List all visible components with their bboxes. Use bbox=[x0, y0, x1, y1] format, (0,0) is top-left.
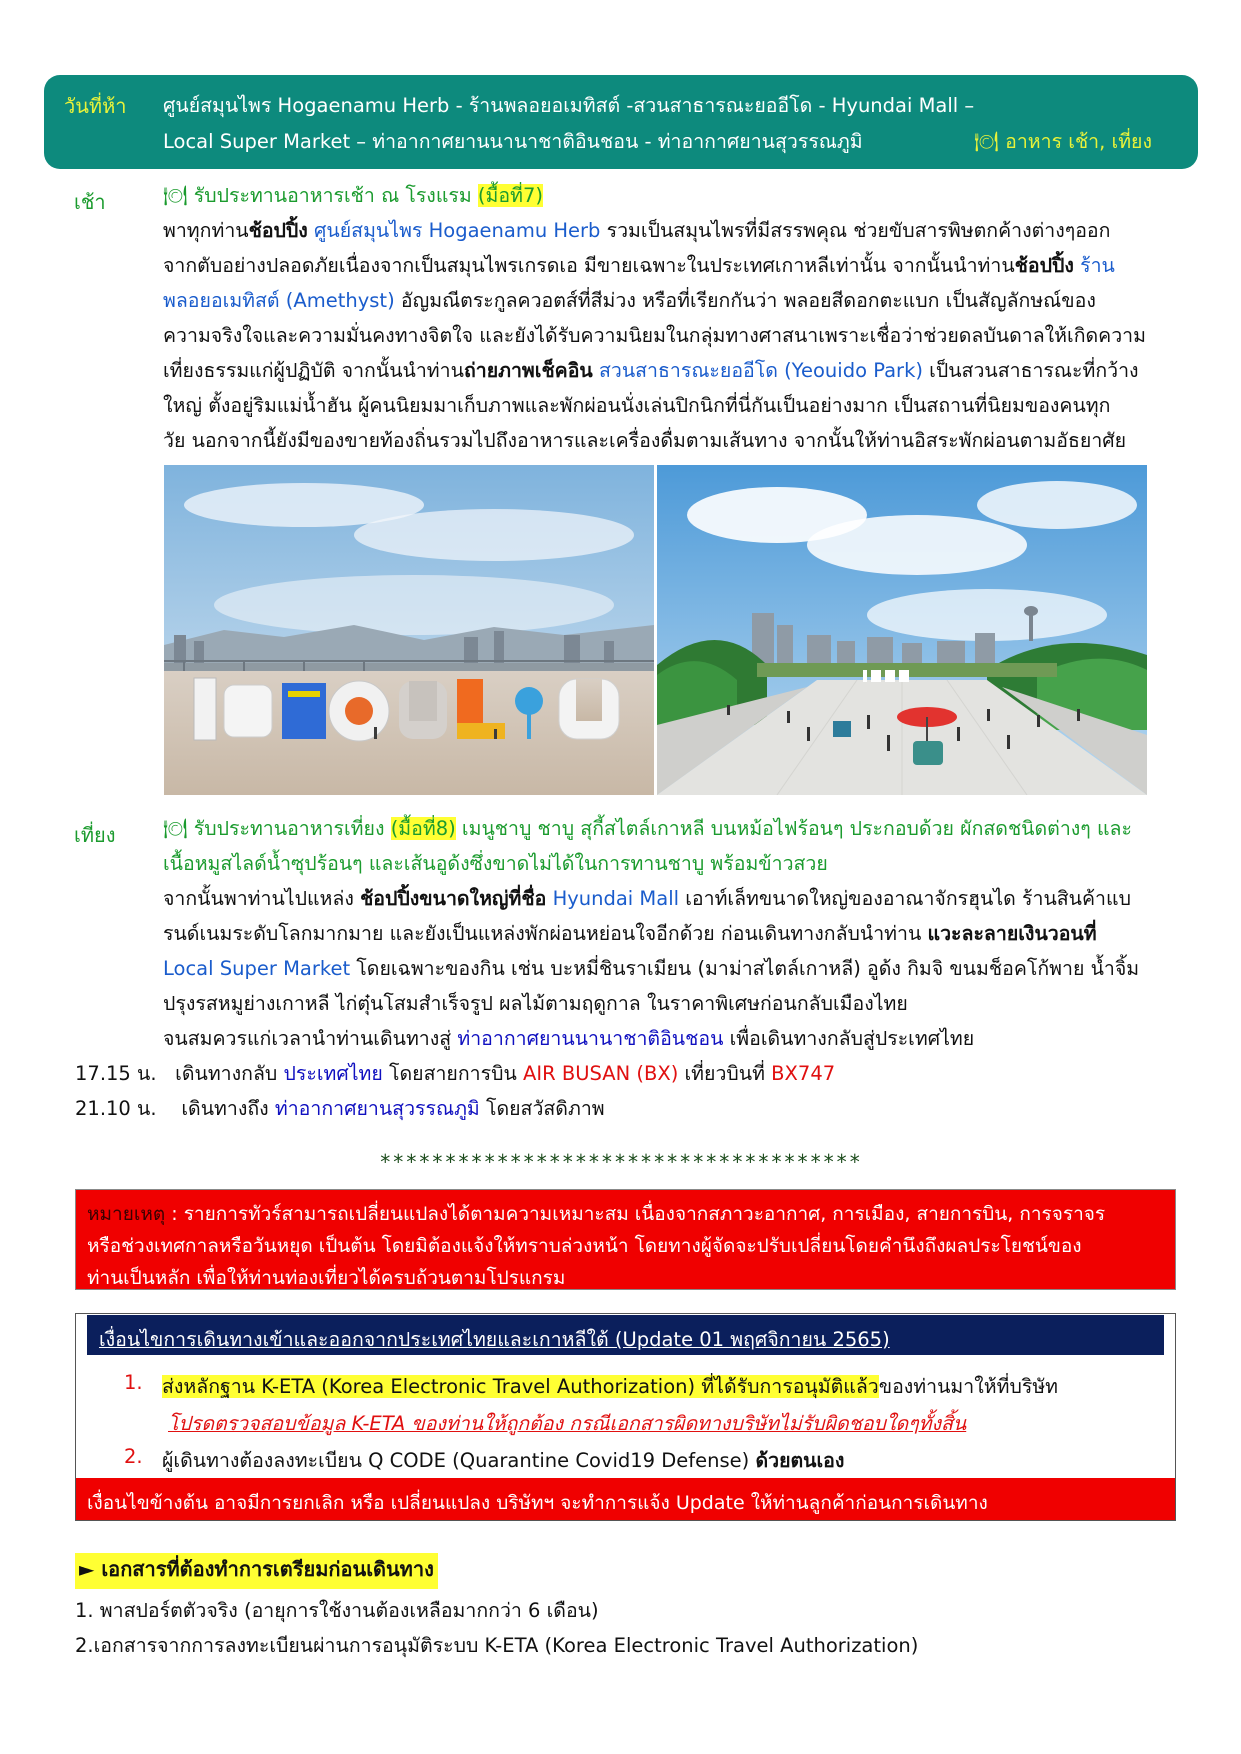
day-label: วันที่ห้า bbox=[64, 94, 127, 118]
lunch-paragraph-line: Local Super Market โดยเฉพาะของกิน เช่น บะหมี่ชินราเมียน (มาม่าสไตล์เกาหลี) อูด้ง กิมจิ ขนมช็อคโก้พาย น้ำจิ้ม bbox=[163, 957, 1140, 980]
breakfast-meal-number: (มื้อที่7) bbox=[477, 184, 543, 207]
separator-stars: ************************************* bbox=[379, 1150, 862, 1174]
departure-time: 17.15 น. bbox=[75, 1062, 157, 1085]
document-item: 2.เอกสารจากการลงทะเบียนผ่านการอนุมัติระบบ K-ETA (Korea Electronic Travel Authorization) bbox=[75, 1634, 919, 1657]
travel-conditions-box bbox=[75, 1313, 1176, 1521]
conditions-footer: เงื่อนไขข้างต้น อาจมีการยกเลิก หรือ เปลี่ยนแปลง บริษัทฯ จะทำการแจ้ง Update ให้ท่านลูกค้าก่อนการเดินทาง bbox=[76, 1478, 1175, 1520]
conditions-heading: เงื่อนไขการเดินทางเข้าและออกจากประเทศไทยและเกาหลีใต้ (Update 01 พฤศจิกายน 2565) bbox=[87, 1315, 1164, 1355]
condition-warning: โปรดตรวจสอบข้อมูล K-ETA ของท่านให้ถูกต้อง กรณีเอกสารผิดทางบริษัทไม่รับผิดชอบใดๆทั้งสิ้น bbox=[168, 1412, 967, 1435]
meal-plate-icon: 🍽 bbox=[163, 817, 188, 840]
condition-item-1: ส่งหลักฐาน K-ETA (Korea Electronic Travel Authorization) ที่ได้รับการอนุมัติแล้วของท่านมาให้ที่บริษัท bbox=[162, 1375, 1059, 1398]
lunch-paragraph-line: จนสมควรแก่เวลานำท่านเดินทางสู่ ท่าอากาศยานนานาชาติอินชอน เพื่อเดินทางกลับสู่ประเทศไทย bbox=[163, 1027, 975, 1050]
lunch-time-label: เที่ยง bbox=[74, 823, 116, 847]
day-header bbox=[44, 75, 1198, 169]
breakfast-title: 🍽 รับประทานอาหารเช้า ณ โรงแรม (มื้อที่7) bbox=[163, 184, 543, 207]
lunch-menu-line: เนื้อหมูสไลด์น้ำซุปร้อนๆ และเส้นอูด้งซึ่งขาดไม่ได้ในการทานชาบู พร้อมข้าวสวย bbox=[163, 852, 828, 875]
meal-plate-icon: 🍽 bbox=[974, 130, 1006, 153]
breakfast-paragraph-line: พลอยอเมทิสต์ (Amethyst) อัญมณีตระกูลควอตส์ที่สีม่วง หรือที่เรียกกันว่า พลอยสีดอกตะแบก เป็นสัญลักษณ์ของ bbox=[163, 289, 1096, 312]
breakfast-paragraph-line: ความจริงใจและความมั่นคงทางจิตใจ และยังได้รับความนิยมในกลุ่มทางศาสนาเพราะเชื่อว่าช่วยดลบันดาลให้เกิดความ bbox=[163, 324, 1146, 347]
day-itinerary-line2: Local Super Market – ท่าอากาศยานนานาชาติอินชอน - ท่าอากาศยานสุวรรณภูมิ bbox=[163, 130, 863, 153]
documents-title: ► เอกสารที่ต้องทำการเตรียมก่อนเดินทาง bbox=[75, 1553, 438, 1589]
day-itinerary-line1: ศูนย์สมุนไพร Hogaenamu Herb - ร้านพลอยอเมทิสต์ -สวนสาธารณะยออีโด - Hyundai Mall – bbox=[163, 94, 975, 117]
condition-number: 2. bbox=[124, 1445, 143, 1468]
lunch-paragraph-line: รนด์เนมระดับโลกมากมาย และยังเป็นแหล่งพักผ่อนหย่อนใจอีกด้วย ก่อนเดินทางกลับนำท่าน แวะละลายเงินวอนที่ bbox=[163, 922, 1097, 945]
hyundai-mall-link: Hyundai Mall bbox=[552, 887, 680, 910]
herb-center-link: ศูนย์สมุนไพร Hogaenamu Herb bbox=[314, 219, 601, 242]
breakfast-paragraph-line: พาทุกท่านช้อปปิ้ง ศูนย์สมุนไพร Hogaenamu Herb รวมเป็นสมุนไพรที่มีสรรพคุณ ช่วยขับสารพิษตกค้างต่างๆออก bbox=[163, 219, 1111, 242]
incheon-airport-link: ท่าอากาศยานนานาชาติอินชอน bbox=[457, 1027, 724, 1050]
lunch-paragraph-line: จากนั้นพาท่านไปแหล่ง ช้อปปิ้งขนาดใหญ่ที่ชื่อ Hyundai Mall เอาท์เล็ทขนาดใหญ่ของอาณาจักรฮุนได ร้านสินค้าแบ bbox=[163, 887, 1131, 910]
airline-name: AIR BUSAN (BX) bbox=[523, 1062, 679, 1085]
day-meals-text: อาหาร เช้า, เที่ยง bbox=[1005, 130, 1152, 153]
condition-item-2: ผู้เดินทางต้องลงทะเบียน Q CODE (Quarantine Covid19 Defense) ด้วยตนเอง bbox=[162, 1449, 845, 1472]
lunch-meal-number: (มื้อที่8) bbox=[390, 817, 456, 840]
remark-line: ท่านเป็นหลัก เพื่อให้ท่านท่องเที่ยวได้ครบถ้วนตามโปรแกรม bbox=[87, 1267, 566, 1289]
breakfast-paragraph-line: ใหญ่ ตั้งอยู่ริมแม่น้ำฮัน ผู้คนนิยมมาเก็บภาพและพักผ่อนนั่งเล่นปิกนิกที่นี่กันเป็นอย่างมาก เป็นสถานที่นิยมของคนทุก bbox=[163, 394, 1111, 417]
arrival-time: 21.10 น. bbox=[75, 1097, 157, 1120]
condition-number: 1. bbox=[124, 1371, 143, 1394]
remark-label: หมายเหตุ bbox=[87, 1203, 166, 1225]
meal-plate-icon: 🍽 bbox=[163, 184, 188, 207]
document-item: 1. พาสปอร์ตตัวจริง (อายุการใช้งานต้องเหลือมากกว่า 6 เดือน) bbox=[75, 1599, 599, 1622]
breakfast-paragraph-line: จากตับอย่างปลอดภัยเนื่องจากเป็นสมุนไพรเกรดเอ มีขายเฉพาะในประเทศเกาหลีเท่านั้น จากนั้นนำท่านช้อปปิ้ง ร้าน bbox=[163, 254, 1115, 277]
remark-box: หมายเหตุ : รายการทัวร์สามารถเปลี่ยนแปลงได้ตามความเหมาะสม เนื่องจากสภาวะอากาศ, การเมือง, สายการบิน, การจราจร หรือช่วงเทศกาลหรือวันหยุด เป็นต้น โดยมิต้องแจ้งให้ทราบล่วงหน้า โดยทางผู้จัดจะปรับเปลี่ยนโดยคำนึงถึงผลประโยชน์ของ ท่านเป็นหลัก เพื่อให้ท่านท่องเที่ยวได้ครบถ้วนตามโปรแกรม bbox=[75, 1189, 1176, 1290]
lunch-title: 🍽 รับประทานอาหารเที่ยง (มื้อที่8) เมนูชาบู ชาบู สุกี้สไตล์เกาหลี บนหม้อไฟร้อนๆ ประกอบด้วย ผักสดชนิดต่างๆ และ bbox=[163, 817, 1132, 840]
flight-number: BX747 bbox=[771, 1062, 836, 1085]
amethyst-shop-link: พลอยอเมทิสต์ (Amethyst) bbox=[163, 289, 395, 312]
yeouido-park-photo bbox=[657, 465, 1147, 795]
breakfast-paragraph-line: วัย นอกจากนี้ยังมีของขายท้องถิ่นรวมไปถึงอาหารและเครื่องดื่มตามเส้นทาง จากนั้นให้ท่านอิสระพักผ่อนตามอัธยาศัย bbox=[163, 429, 1127, 452]
departure-flight-line: 17.15 น. เดินทางกลับ ประเทศไทย โดยสายการบิน AIR BUSAN (BX) เที่ยวบินที่ BX747 bbox=[75, 1062, 836, 1085]
yeouido-park-link: สวนสาธารณะยออีโด (Yeouido Park) bbox=[598, 359, 923, 382]
remark-line: หรือช่วงเทศกาลหรือวันหยุด เป็นต้น โดยมิต้องแจ้งให้ทราบล่วงหน้า โดยทางผู้จัดจะปรับเปลี่ยนโดยคำนึงถึงผลประโยชน์ของ bbox=[87, 1235, 1082, 1257]
breakfast-time-label: เช้า bbox=[74, 190, 106, 214]
lunch-paragraph-line: ปรุงรสหมูย่างเกาหลี ไก่ตุ๋นโสมสำเร็จรูป ผลไม้ตามฤดูกาล ในราคาพิเศษก่อนกลับเมืองไทย bbox=[163, 992, 908, 1015]
arrival-line: 21.10 น. เดินทางถึง ท่าอากาศยานสุวรรณภูมิ โดยสวัสดิภาพ bbox=[75, 1097, 605, 1120]
breakfast-paragraph-line: เที่ยงธรรมแก่ผู้ปฏิบัติ จากนั้นนำท่านถ่ายภาพเช็คอิน สวนสาธารณะยออีโด (Yeouido Park) เป็นสวนสาธารณะที่กว้าง bbox=[163, 359, 1139, 382]
local-super-market-link: Local Super Market bbox=[163, 957, 351, 980]
seoul-sign-photo bbox=[164, 465, 654, 795]
day-meals bbox=[974, 126, 1152, 157]
